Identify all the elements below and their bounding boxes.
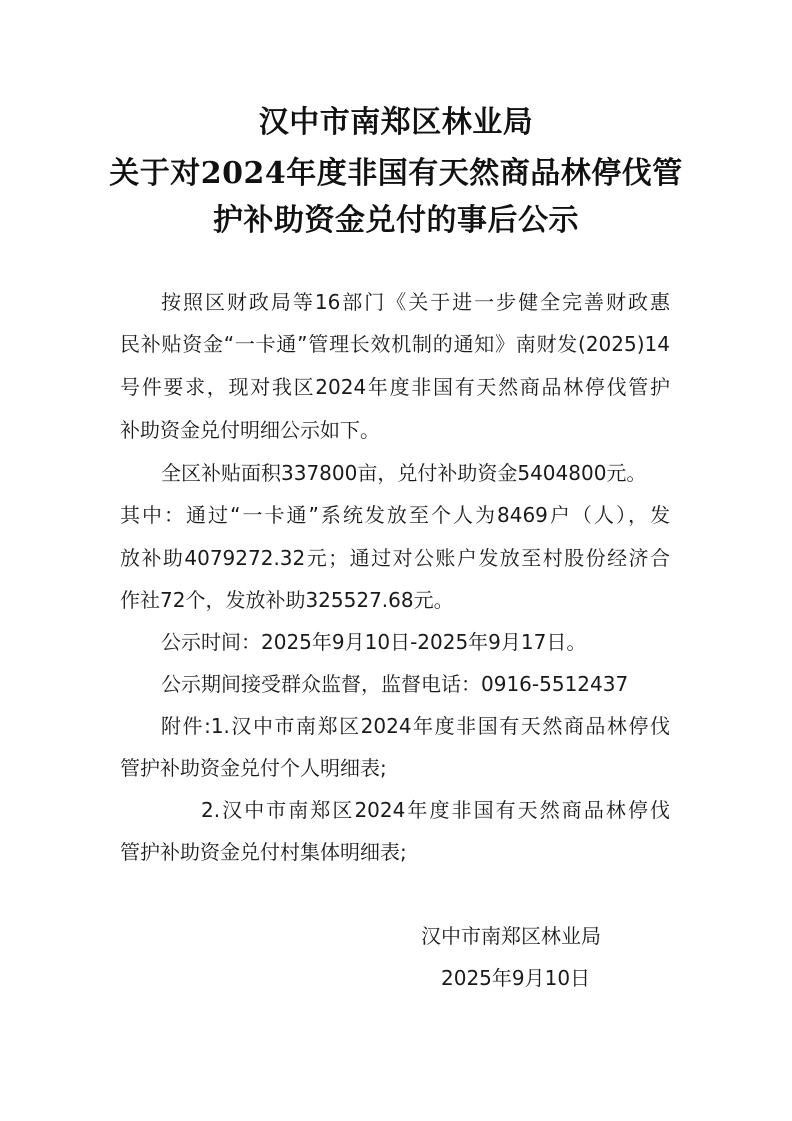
- doc-title-line-2: 关于对2024年度非国有天然商品林停伐管: [109, 156, 683, 191]
- signature-date: 2025年9月10日: [441, 966, 591, 990]
- attachment-1-line-2: 管护补助资金兑付个人明细表;: [120, 756, 387, 780]
- paragraph-2-line-3: 放补助4079272.32元；通过对公账户发放至村股份经济合: [120, 546, 670, 570]
- paragraph-2-line-1: 全区补贴面积337800亩，兑付补助资金5404800元。: [161, 461, 647, 485]
- signature-organization: 汉中市南郑区林业局: [421, 924, 601, 948]
- paragraph-1-line-1: 按照区财政局等16部门《关于进一步健全完善财政惠: [161, 290, 670, 314]
- paragraph-1-line-3: 号件要求，现对我区2024年度非国有天然商品林停伐管护: [120, 375, 670, 399]
- paragraph-2-line-4: 作社72个，发放补助325527.68元。: [120, 588, 454, 612]
- paragraph-1-line-2: 民补贴资金“一卡通”管理长效机制的通知》南财发(2025)14: [120, 332, 670, 356]
- attachment-1-line-1: 附件:1.汉中市南郑区2024年度非国有天然商品林停伐: [161, 714, 670, 738]
- paragraph-2-line-2: 其中：通过“一卡通”系统发放至个人为8469户（人），发: [120, 503, 670, 527]
- doc-title-line-3: 护补助资金兑付的事后公示: [213, 203, 579, 238]
- attachment-2-line-2: 管护补助资金兑付村集体明细表;: [120, 840, 407, 864]
- supervision-phone: 公示期间接受群众监督，监督电话：0916-5512437: [161, 672, 629, 696]
- publicity-period: 公示时间：2025年9月10日-2025年9月17日。: [161, 630, 587, 654]
- paragraph-1-line-4: 补助资金兑付明细公示如下。: [120, 418, 380, 442]
- attachment-2-line-1: 2.汉中市南郑区2024年度非国有天然商品林停伐: [201, 798, 670, 822]
- doc-title-line-1: 汉中市南郑区林业局: [258, 105, 534, 140]
